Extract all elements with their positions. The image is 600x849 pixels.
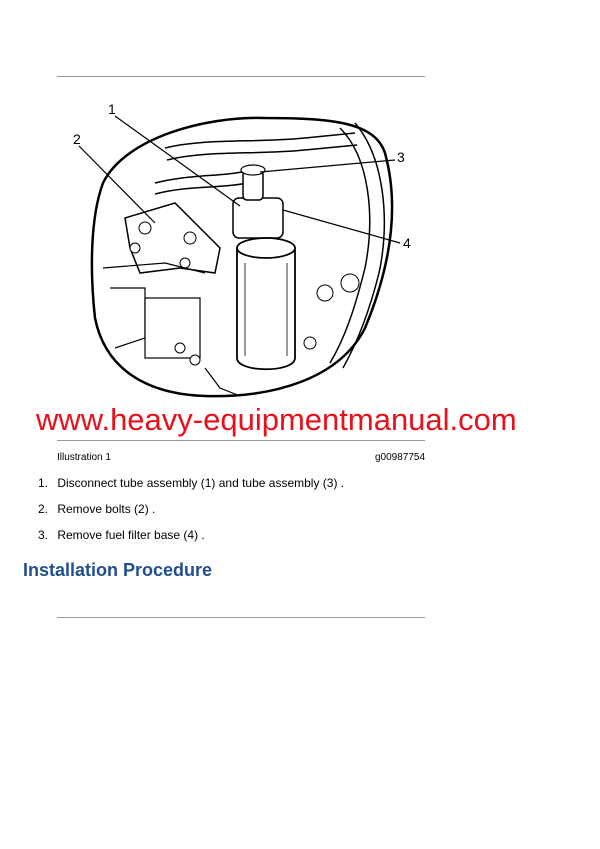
bottom-divider xyxy=(57,617,425,618)
illustration-label: Illustration 1 xyxy=(57,452,111,463)
step-number: 1. xyxy=(38,476,49,490)
caption-divider xyxy=(57,440,425,441)
top-divider xyxy=(57,76,425,77)
step-text: Remove bolts (2) . xyxy=(57,502,156,516)
step-item xyxy=(38,476,344,502)
callout-1: 1 xyxy=(108,101,116,117)
illustration-id: g00987754 xyxy=(375,452,426,463)
watermark-url: www.heavy-equipmentmanual.com xyxy=(36,402,517,437)
step-item xyxy=(38,502,344,528)
step-number: 2. xyxy=(38,502,49,516)
section-heading: Installation Procedure xyxy=(23,560,213,580)
step-text: Remove fuel filter base (4) . xyxy=(57,528,205,542)
step-number: 3. xyxy=(38,528,49,542)
callout-2: 2 xyxy=(73,131,81,147)
fuel-filter-illustration xyxy=(73,98,425,413)
callout-3: 3 xyxy=(397,149,405,165)
step-item xyxy=(38,528,344,554)
procedure-steps xyxy=(38,476,344,554)
callout-4: 4 xyxy=(403,235,411,251)
step-text: Disconnect tube assembly (1) and tube assembly (3) . xyxy=(57,476,345,490)
